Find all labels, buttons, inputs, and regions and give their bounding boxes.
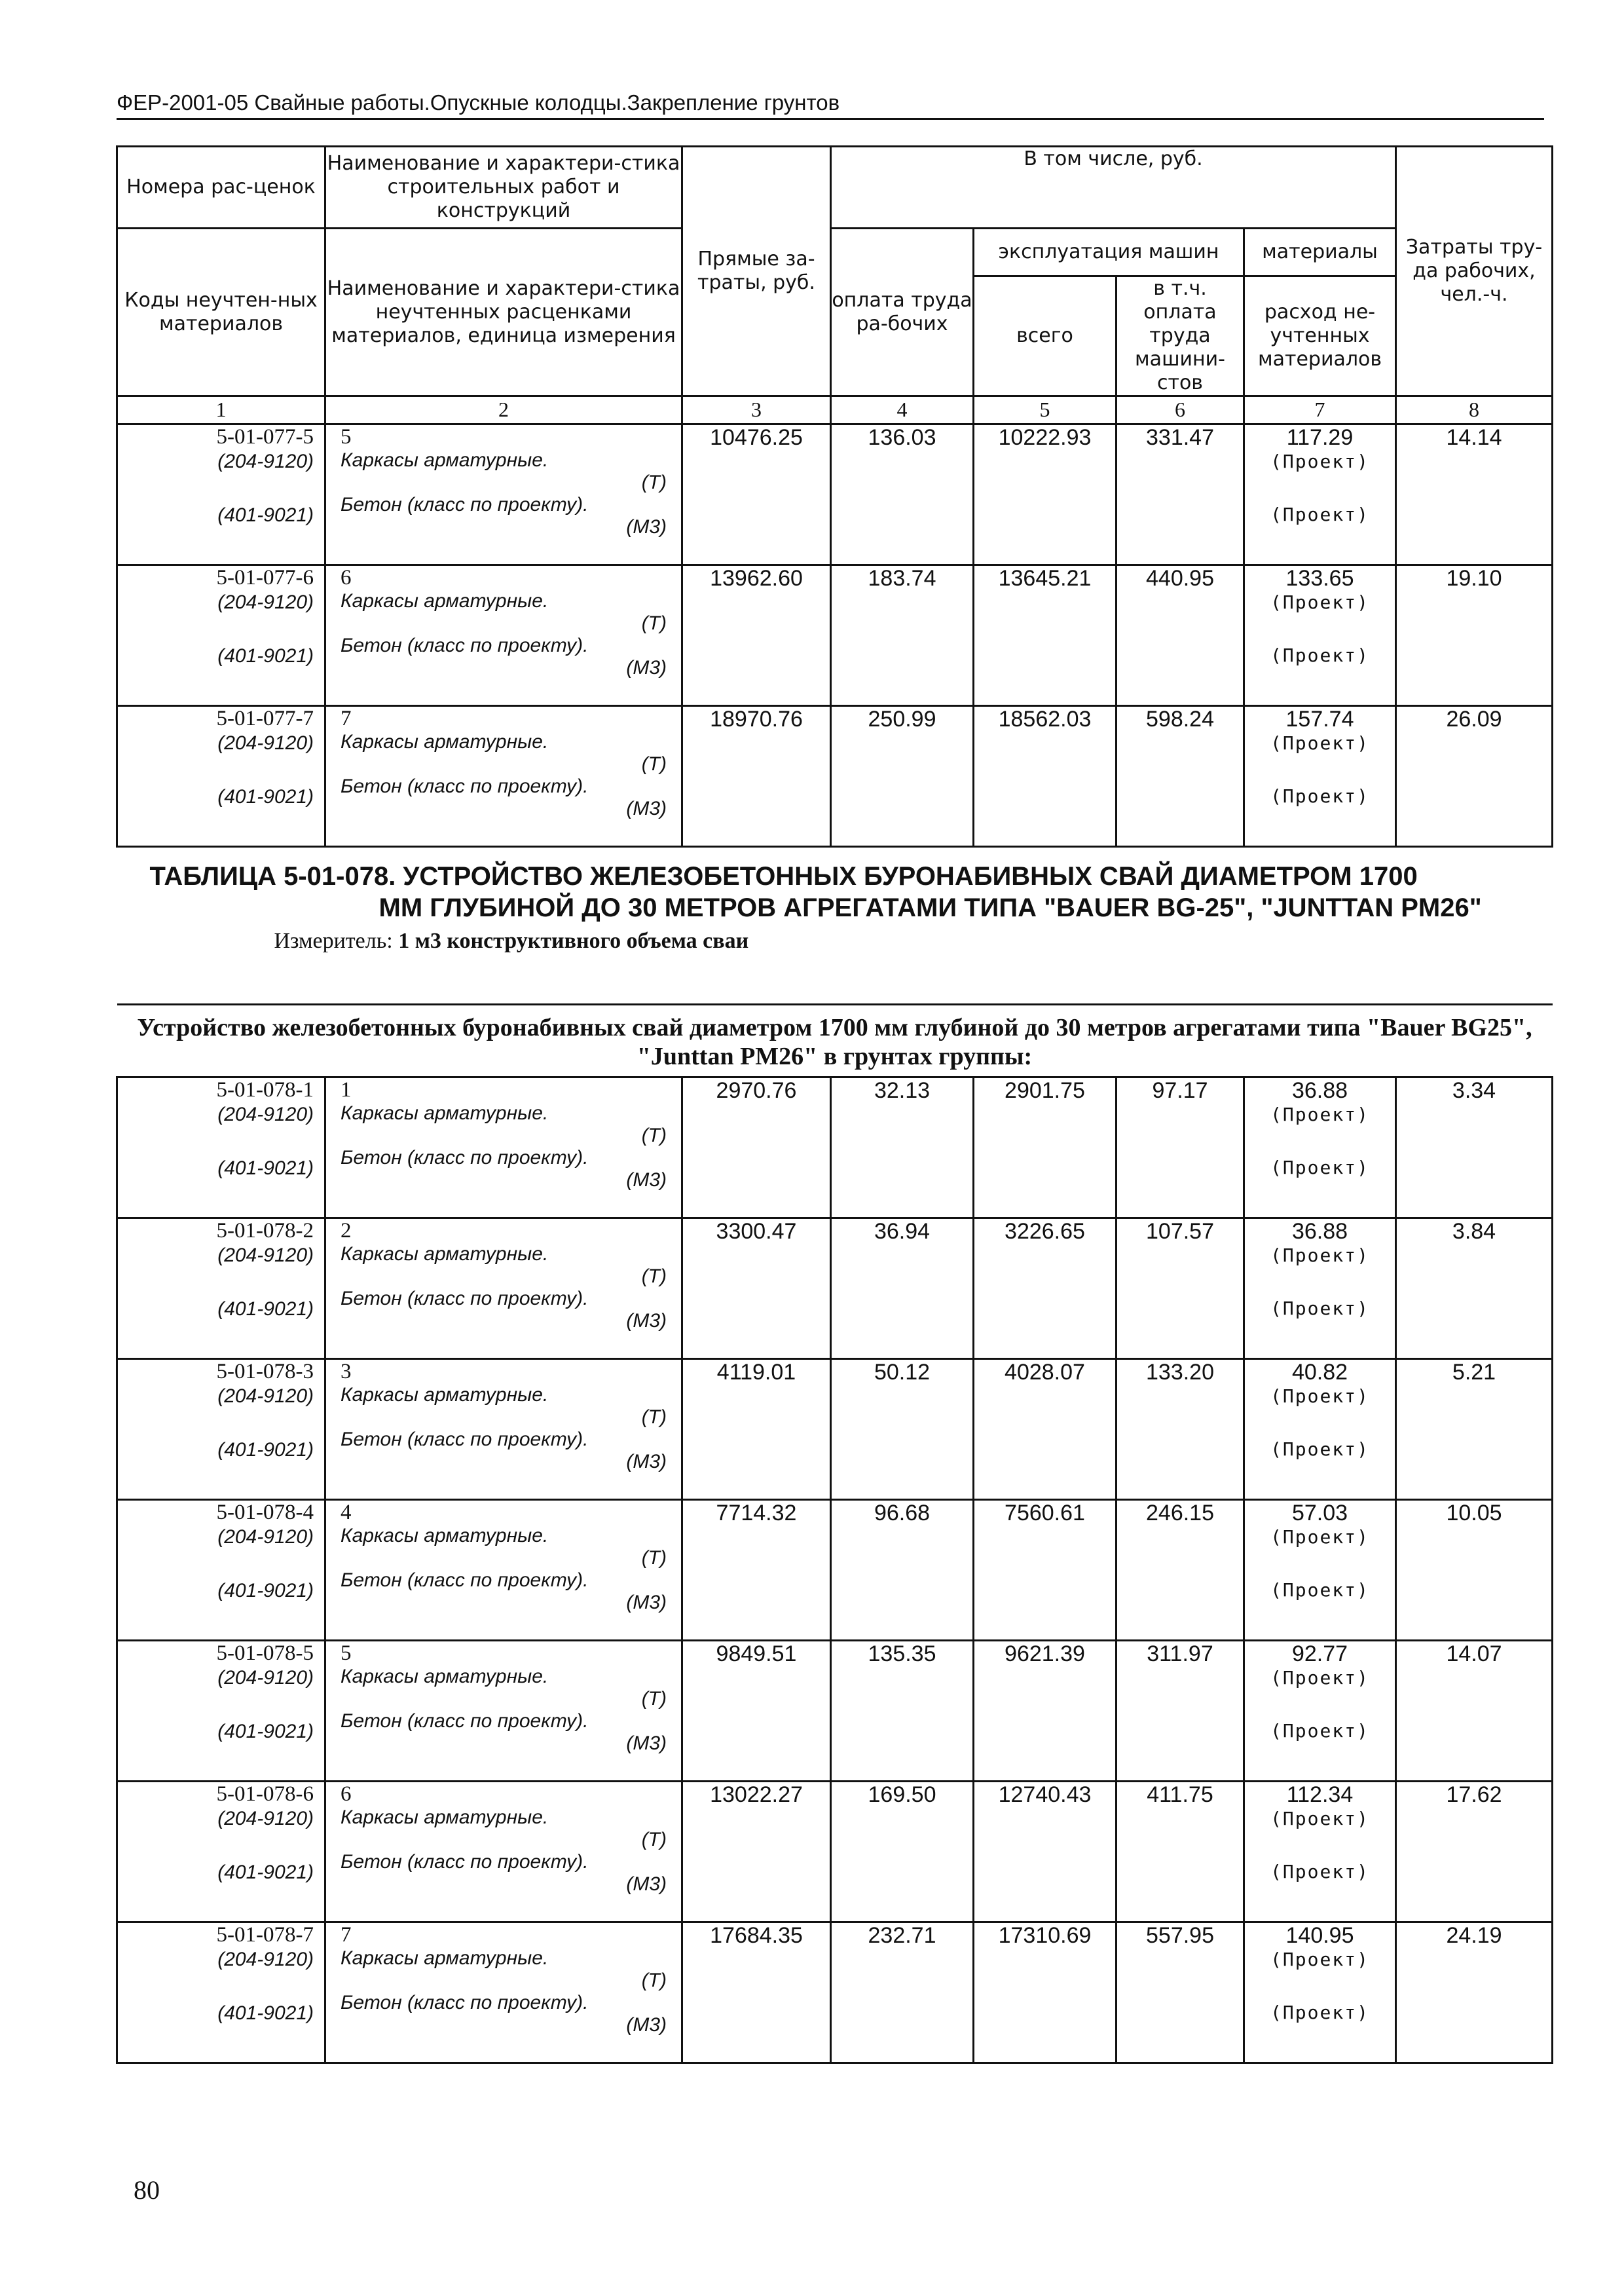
machinist-pay-value: 331.47 xyxy=(1116,424,1244,565)
material-unit-1: (Т) xyxy=(641,1125,667,1146)
rate-code-cell xyxy=(117,1641,325,1782)
project-label-1: (Проект) xyxy=(1270,1385,1369,1407)
direct-costs-value: 18970.76 xyxy=(682,706,831,847)
group-header-row xyxy=(117,1005,1553,1077)
material-unit-1: (Т) xyxy=(641,1265,667,1287)
machinist-pay-value: 557.95 xyxy=(1116,1922,1244,2063)
table-title-first: ТАБЛИЦА 5-01-078. УСТРОЙСТВО ЖЕЛЕЗОБЕТОННЫХ БУРОНАБИВНЫХ СВАЙ ДИАМЕТРОМ 1700 xyxy=(149,862,1418,891)
material-unit-2: (М3) xyxy=(626,1451,667,1472)
project-label-1: (Проект) xyxy=(1270,1808,1369,1829)
materials-cell xyxy=(1244,706,1396,847)
material-unit-1: (Т) xyxy=(641,1970,667,1991)
material-code-2: (401-9021) xyxy=(217,504,314,526)
project-label-1: (Проект) xyxy=(1270,1104,1369,1125)
material-unit-2: (М3) xyxy=(626,2014,667,2036)
machinist-pay-value: 107.57 xyxy=(1116,1218,1244,1359)
rate-code: 5-01-077-7 xyxy=(216,707,314,730)
row-number: 5 xyxy=(341,425,352,449)
material-name-1: Каркасы арматурные. xyxy=(341,1243,549,1265)
material-name-2: Бетон (класс по проекту). xyxy=(341,1992,589,2013)
worker-pay-value: 183.74 xyxy=(831,565,974,706)
material-code-2: (401-9021) xyxy=(217,1439,314,1461)
material-unit-2: (М3) xyxy=(626,516,667,538)
material-name-2: Бетон (класс по проекту). xyxy=(341,1851,589,1873)
material-name-2: Бетон (класс по проекту). xyxy=(341,1569,589,1591)
materials-value: 40.82 xyxy=(1291,1360,1348,1385)
material-name-2: Бетон (класс по проекту). xyxy=(341,776,589,797)
project-label-2: (Проект) xyxy=(1270,1438,1369,1460)
material-code-2: (401-9021) xyxy=(217,645,314,667)
material-code-2: (401-9021) xyxy=(217,1580,314,1601)
header-direct-costs: Прямые за-траты, руб. xyxy=(682,147,831,396)
labor-hours-value: 3.84 xyxy=(1396,1218,1553,1359)
column-number: 2 xyxy=(325,396,682,424)
material-name-1: Каркасы арматурные. xyxy=(341,590,549,612)
description-cell xyxy=(325,1922,682,2063)
row-number: 3 xyxy=(341,1360,352,1383)
column-number: 6 xyxy=(1116,396,1244,424)
project-label-2: (Проект) xyxy=(1270,1298,1369,1319)
material-name-1: Каркасы арматурные. xyxy=(341,1806,549,1828)
material-name-1: Каркасы арматурные. xyxy=(341,449,549,471)
machines-value: 17310.69 xyxy=(974,1922,1116,2063)
project-label-1: (Проект) xyxy=(1270,732,1369,754)
description-cell xyxy=(325,565,682,706)
material-code-1: (204-9120) xyxy=(217,451,314,472)
labor-hours-value: 14.07 xyxy=(1396,1641,1553,1782)
worker-pay-value: 169.50 xyxy=(831,1782,974,1922)
material-code-1: (204-9120) xyxy=(217,1244,314,1266)
header-row-1 xyxy=(117,147,1553,229)
rate-code-cell xyxy=(117,1782,325,1922)
page-header: ФЕР-2001-05 Свайные работы.Опускные колодцы.Закрепление грунтов xyxy=(117,90,1544,120)
worker-pay-value: 50.12 xyxy=(831,1359,974,1500)
rate-code: 5-01-078-3 xyxy=(216,1360,314,1383)
material-name-2: Бетон (класс по проекту). xyxy=(341,1710,589,1732)
worker-pay-value: 96.68 xyxy=(831,1500,974,1641)
material-unit-1: (Т) xyxy=(641,1406,667,1428)
material-code-2: (401-9021) xyxy=(217,1861,314,1883)
materials-value: 157.74 xyxy=(1285,707,1354,732)
project-label-1: (Проект) xyxy=(1270,591,1369,613)
description-cell xyxy=(325,424,682,565)
material-code-1: (204-9120) xyxy=(217,1667,314,1689)
description-cell xyxy=(325,1641,682,1782)
materials-value: 140.95 xyxy=(1285,1923,1354,1948)
header-material-code: Коды неучтен-ных материалов xyxy=(117,229,325,396)
description-cell xyxy=(325,1218,682,1359)
group-header: Устройство железобетонных буронабивных свай диаметром 1700 мм глубиной до 30 метров агрегатами типа "Bauer BG25", "Junttan PM26" в грунтах группы: xyxy=(137,1014,1532,1070)
machines-value: 10222.93 xyxy=(974,424,1116,565)
project-label-2: (Проект) xyxy=(1270,504,1369,525)
description-cell xyxy=(325,1077,682,1218)
header-worker-pay: оплата труда ра-бочих xyxy=(831,229,974,396)
table-row xyxy=(117,1077,1553,1218)
rate-code: 5-01-078-1 xyxy=(216,1078,314,1102)
table-title-row xyxy=(117,847,1553,1005)
material-name-1: Каркасы арматурные. xyxy=(341,1666,549,1687)
machinist-pay-value: 598.24 xyxy=(1116,706,1244,847)
material-code-2: (401-9021) xyxy=(217,2002,314,2024)
material-unit-2: (М3) xyxy=(626,1873,667,1895)
worker-pay-value: 36.94 xyxy=(831,1218,974,1359)
table-row xyxy=(117,1641,1553,1782)
material-unit-2: (М3) xyxy=(626,1169,667,1191)
project-label-2: (Проект) xyxy=(1270,645,1369,666)
rate-code: 5-01-077-6 xyxy=(216,566,314,589)
table-row xyxy=(117,424,1553,565)
rate-code-cell xyxy=(117,565,325,706)
material-code-1: (204-9120) xyxy=(217,591,314,613)
rate-code-cell xyxy=(117,424,325,565)
labor-hours-value: 17.62 xyxy=(1396,1782,1553,1922)
worker-pay-value: 135.35 xyxy=(831,1641,974,1782)
rate-code: 5-01-078-2 xyxy=(216,1219,314,1243)
rates-table xyxy=(116,145,1553,2064)
material-name-2: Бетон (класс по проекту). xyxy=(341,494,589,515)
header-material-name: Наименование и характери-стика неучтенных расценками материалов, единица измерения xyxy=(325,229,682,396)
materials-cell xyxy=(1244,1782,1396,1922)
material-code-2: (401-9021) xyxy=(217,1721,314,1742)
project-label-1: (Проект) xyxy=(1270,1667,1369,1689)
material-unit-2: (М3) xyxy=(626,657,667,679)
measurer-label: Измеритель: xyxy=(274,929,393,953)
description-cell xyxy=(325,706,682,847)
material-code-1: (204-9120) xyxy=(217,732,314,754)
rate-code: 5-01-078-7 xyxy=(216,1923,314,1947)
row-number: 6 xyxy=(341,1782,352,1806)
rate-code-cell xyxy=(117,1077,325,1218)
materials-value: 117.29 xyxy=(1286,425,1354,450)
material-unit-1: (Т) xyxy=(641,753,667,775)
materials-cell xyxy=(1244,565,1396,706)
header-including: В том числе, руб. xyxy=(831,147,1396,229)
labor-hours-value: 3.34 xyxy=(1396,1077,1553,1218)
machinist-pay-value: 246.15 xyxy=(1116,1500,1244,1641)
project-label-1: (Проект) xyxy=(1270,1949,1369,1970)
project-label-2: (Проект) xyxy=(1270,2002,1369,2023)
project-label-1: (Проект) xyxy=(1270,451,1369,472)
row-number: 2 xyxy=(341,1219,352,1243)
material-code-1: (204-9120) xyxy=(217,1526,314,1548)
materials-cell xyxy=(1244,424,1396,565)
row-number: 1 xyxy=(341,1078,352,1102)
header-materials: материалы xyxy=(1244,229,1396,276)
rate-code: 5-01-078-6 xyxy=(216,1782,314,1806)
rate-code: 5-01-078-5 xyxy=(216,1641,314,1665)
material-name-1: Каркасы арматурные. xyxy=(341,1525,549,1546)
material-unit-1: (Т) xyxy=(641,1547,667,1569)
machinist-pay-value: 133.20 xyxy=(1116,1359,1244,1500)
rate-code-cell xyxy=(117,1359,325,1500)
column-number: 3 xyxy=(682,396,831,424)
material-unit-1: (Т) xyxy=(641,1829,667,1850)
material-unit-2: (М3) xyxy=(626,1310,667,1332)
table-row xyxy=(117,565,1553,706)
header-work-name: Наименование и характери-стика строительных работ и конструкций xyxy=(325,147,682,229)
labor-hours-value: 5.21 xyxy=(1396,1359,1553,1500)
rate-code-cell xyxy=(117,1218,325,1359)
rate-code-cell xyxy=(117,706,325,847)
materials-value: 36.88 xyxy=(1291,1078,1348,1103)
materials-cell xyxy=(1244,1218,1396,1359)
row-number: 4 xyxy=(341,1501,352,1524)
description-cell xyxy=(325,1359,682,1500)
column-number: 5 xyxy=(974,396,1116,424)
materials-cell xyxy=(1244,1077,1396,1218)
material-code-1: (204-9120) xyxy=(217,1385,314,1407)
measurer-value: 1 м3 конструктивного объема сваи xyxy=(398,929,749,953)
direct-costs-value: 3300.47 xyxy=(682,1218,831,1359)
table-row xyxy=(117,1500,1553,1641)
project-label-2: (Проект) xyxy=(1270,1720,1369,1742)
direct-costs-value: 9849.51 xyxy=(682,1641,831,1782)
material-name-2: Бетон (класс по проекту). xyxy=(341,635,589,656)
header-rate-number: Номера рас-ценок xyxy=(117,147,325,229)
description-cell xyxy=(325,1782,682,1922)
machinist-pay-value: 311.97 xyxy=(1116,1641,1244,1782)
materials-value: 112.34 xyxy=(1286,1782,1354,1807)
material-unit-2: (М3) xyxy=(626,1732,667,1754)
table-row xyxy=(117,1922,1553,2063)
table-title-cell xyxy=(117,847,1553,1005)
material-code-2: (401-9021) xyxy=(217,1298,314,1320)
material-code-2: (401-9021) xyxy=(217,1157,314,1179)
material-unit-2: (М3) xyxy=(626,798,667,819)
rate-code: 5-01-078-4 xyxy=(216,1501,314,1524)
column-numbers-row xyxy=(117,396,1553,424)
material-unit-1: (Т) xyxy=(641,472,667,493)
project-label-1: (Проект) xyxy=(1270,1526,1369,1548)
header-row-2 xyxy=(117,229,1553,276)
materials-value: 92.77 xyxy=(1291,1641,1348,1666)
direct-costs-value: 7714.32 xyxy=(682,1500,831,1641)
labor-hours-value: 26.09 xyxy=(1396,706,1553,847)
header-machines-all: всего xyxy=(974,276,1116,396)
worker-pay-value: 136.03 xyxy=(831,424,974,565)
material-unit-2: (М3) xyxy=(626,1592,667,1613)
table-title-rest: ММ ГЛУБИНОЙ ДО 30 МЕТРОВ АГРЕГАТАМИ ТИПА "BAUER BG-25", "JUNTTAN PM26" xyxy=(378,893,1482,922)
header-machines: эксплуатация машин xyxy=(974,229,1244,276)
project-label-2: (Проект) xyxy=(1270,785,1369,807)
project-label-1: (Проект) xyxy=(1270,1244,1369,1266)
machines-value: 9621.39 xyxy=(974,1641,1116,1782)
machines-value: 12740.43 xyxy=(974,1782,1116,1922)
materials-value: 133.65 xyxy=(1285,566,1354,591)
machinist-pay-value: 97.17 xyxy=(1116,1077,1244,1218)
material-name-2: Бетон (класс по проекту). xyxy=(341,1147,589,1169)
machinist-pay-value: 440.95 xyxy=(1116,565,1244,706)
materials-cell xyxy=(1244,1641,1396,1782)
machines-value: 2901.75 xyxy=(974,1077,1116,1218)
material-name-1: Каркасы арматурные. xyxy=(341,1102,549,1124)
project-label-2: (Проект) xyxy=(1270,1157,1369,1178)
material-name-1: Каркасы арматурные. xyxy=(341,1947,549,1969)
column-number: 4 xyxy=(831,396,974,424)
direct-costs-value: 2970.76 xyxy=(682,1077,831,1218)
rate-code-cell xyxy=(117,1922,325,2063)
table-row xyxy=(117,706,1553,847)
column-number: 1 xyxy=(117,396,325,424)
direct-costs-value: 13022.27 xyxy=(682,1782,831,1922)
material-code-2: (401-9021) xyxy=(217,786,314,808)
table-row xyxy=(117,1782,1553,1922)
table-row xyxy=(117,1218,1553,1359)
materials-cell xyxy=(1244,1359,1396,1500)
machines-value: 3226.65 xyxy=(974,1218,1116,1359)
row-number: 7 xyxy=(341,707,352,730)
material-name-1: Каркасы арматурные. xyxy=(341,731,549,753)
worker-pay-value: 250.99 xyxy=(831,706,974,847)
direct-costs-value: 13962.60 xyxy=(682,565,831,706)
direct-costs-value: 10476.25 xyxy=(682,424,831,565)
labor-hours-value: 24.19 xyxy=(1396,1922,1553,2063)
machinist-pay-value: 411.75 xyxy=(1116,1782,1244,1922)
machines-value: 4028.07 xyxy=(974,1359,1116,1500)
description-cell xyxy=(325,1500,682,1641)
column-number: 7 xyxy=(1244,396,1396,424)
material-code-1: (204-9120) xyxy=(217,1104,314,1125)
page-number: 80 xyxy=(134,2175,160,2205)
measurer xyxy=(117,929,1553,954)
column-number: 8 xyxy=(1396,396,1553,424)
material-name-1: Каркасы арматурные. xyxy=(341,1384,549,1406)
material-unit-1: (Т) xyxy=(641,1688,667,1710)
material-code-1: (204-9120) xyxy=(217,1808,314,1829)
materials-cell xyxy=(1244,1500,1396,1641)
header-machinist-pay: в т.ч. оплата труда машини-стов xyxy=(1116,276,1244,396)
materials-value: 36.88 xyxy=(1291,1219,1348,1244)
rate-code: 5-01-077-5 xyxy=(216,425,314,449)
row-number: 6 xyxy=(341,566,352,589)
worker-pay-value: 32.13 xyxy=(831,1077,974,1218)
worker-pay-value: 232.71 xyxy=(831,1922,974,2063)
table-title xyxy=(117,861,1553,924)
material-code-1: (204-9120) xyxy=(217,1949,314,1970)
direct-costs-value: 17684.35 xyxy=(682,1922,831,2063)
header-unaccounted-materials: расход не-учтенных материалов xyxy=(1244,276,1396,396)
machines-value: 18562.03 xyxy=(974,706,1116,847)
materials-cell xyxy=(1244,1922,1396,2063)
material-name-2: Бетон (класс по проекту). xyxy=(341,1429,589,1450)
table-row xyxy=(117,1359,1553,1500)
row-number: 7 xyxy=(341,1923,352,1947)
rate-code-cell xyxy=(117,1500,325,1641)
material-name-2: Бетон (класс по проекту). xyxy=(341,1288,589,1309)
row-number: 5 xyxy=(341,1641,352,1665)
material-unit-1: (Т) xyxy=(641,612,667,634)
labor-hours-value: 19.10 xyxy=(1396,565,1553,706)
labor-hours-value: 10.05 xyxy=(1396,1500,1553,1641)
project-label-2: (Проект) xyxy=(1270,1861,1369,1882)
group-header-cell xyxy=(117,1005,1553,1077)
machines-value: 13645.21 xyxy=(974,565,1116,706)
project-label-2: (Проект) xyxy=(1270,1579,1369,1601)
labor-hours-value: 14.14 xyxy=(1396,424,1553,565)
materials-value: 57.03 xyxy=(1291,1501,1348,1525)
machines-value: 7560.61 xyxy=(974,1500,1116,1641)
header-labor-costs: Затраты тру-да рабочих, чел.-ч. xyxy=(1396,147,1553,396)
direct-costs-value: 4119.01 xyxy=(682,1359,831,1500)
